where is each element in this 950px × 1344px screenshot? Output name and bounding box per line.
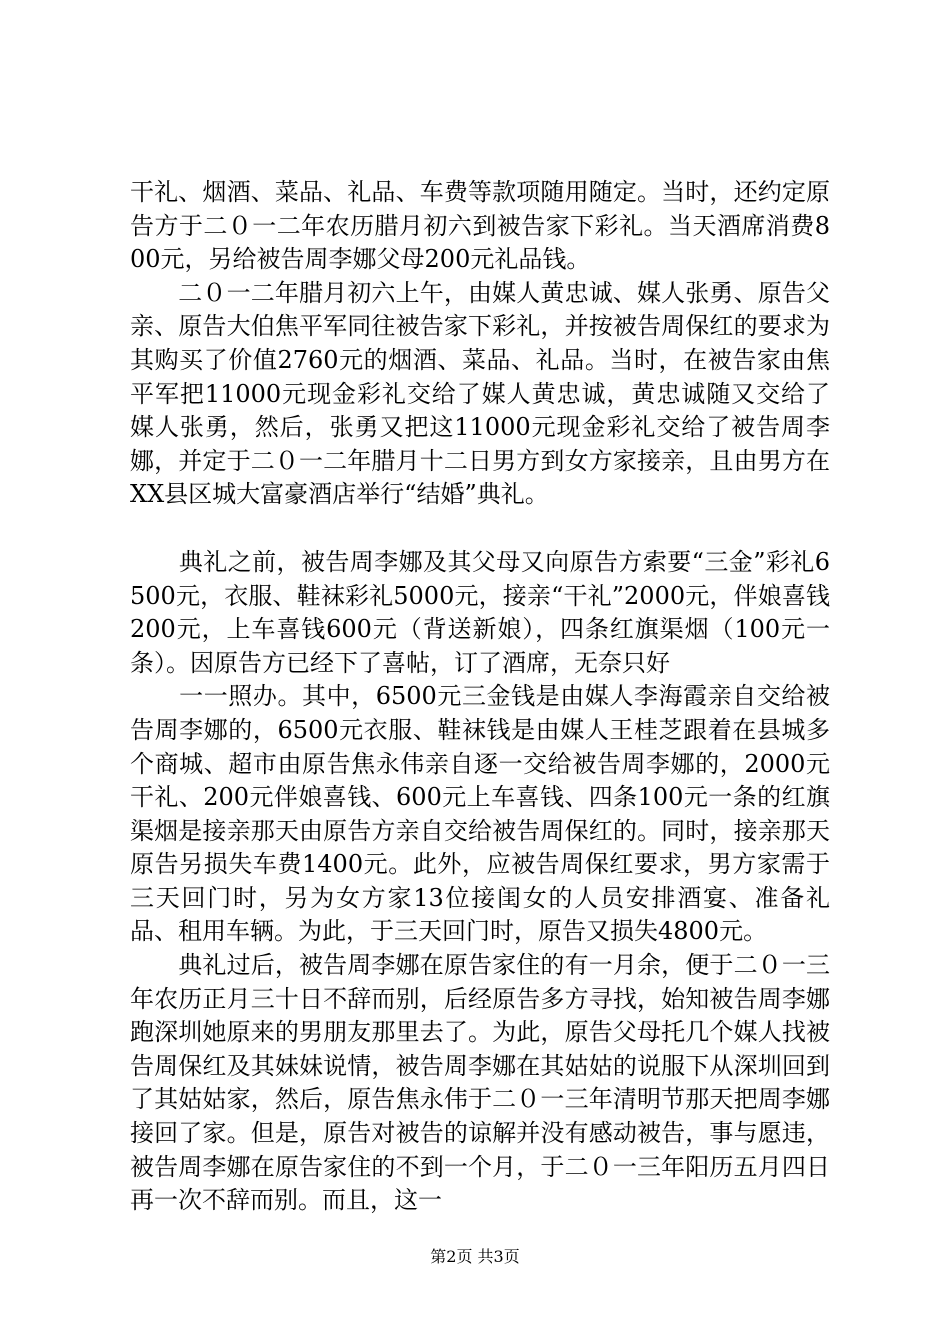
paragraph-4: 一一照办。其中，6500元三金钱是由媒人李海霞亲自交给被告周李娜的，6500元衣服、鞋袜钱是由媒人王桂芝跟着在县城多个商城、超市由原告焦永伟亲自逐一交给被告周李娜的，2000元干礼、200元伴娘喜钱、600元上车喜钱、四条100元一条的红旗渠烟是接亲那天由原告方亲自交给被告周保红的。同时，接亲那天原告另损失车费1400元。此外，应被告周保红要求，男方家需于三天回门时，另为女方家13位接闺女的人员安排酒宴、准备礼品、租用车辆。为此，于三天回门时，原告又损失4800元。 [130, 682, 830, 946]
paragraph-5: 典礼过后，被告周李娜在原告家住的有一月余，便于二０一三年农历正月三十日不辞而别，后经原告多方寻找，始知被告周李娜跑深圳她原来的男朋友那里去了。为此，原告父母托几个媒人找被告周保红及其妹妹说情，被告周李娜在其姑姑的说服下从深圳回到了其姑姑家，然后，原告焦永伟于二０一三年清明节那天把周李娜接回了家。但是，原告对被告的谅解并没有感动被告，事与愿违，被告周李娜在原告家住的不到一个月，于二０一三年阳历五月四日再一次不辞而别。而且，这一 [130, 951, 830, 1215]
paragraph-2: 二０一二年腊月初六上午，由媒人黄忠诚、媒人张勇、原告父亲、原告大伯焦平军同往被告家下彩礼，并按被告周保红的要求为其购买了价值2760元的烟酒、菜品、礼品。当时，在被告家由焦平军把11000元现金彩礼交给了媒人黄忠诚，黄忠诚随又交给了媒人张勇，然后，张勇又把这11000元现金彩礼交给了被告周李娜，并定于二０一二年腊月十二日男方到女方家接亲，且由男方在XX县区城大富豪酒店举行“结婚”典礼。 [130, 278, 830, 509]
paragraph-3: 典礼之前，被告周李娜及其父母又向原告方索要“三金”彩礼6500元，衣服、鞋袜彩礼5000元，接亲“干礼”2000元，伴娘喜钱200元，上车喜钱600元（背送新娘），四条红旗渠烟（100元一条）。因原告方已经下了喜帖，订了酒席，无奈只好 [130, 547, 830, 677]
paragraph-gap [130, 512, 830, 546]
document-body [130, 176, 830, 1218]
page-footer: 第2页 共3页 [430, 1247, 520, 1266]
paragraph-1: 干礼、烟酒、菜品、礼品、车费等款项随用随定。当时，还约定原告方于二０一二年农历腊月初六到被告家下彩礼。当天酒席消费800元，另给被告周李娜父母200元礼品钱。 [130, 178, 830, 274]
